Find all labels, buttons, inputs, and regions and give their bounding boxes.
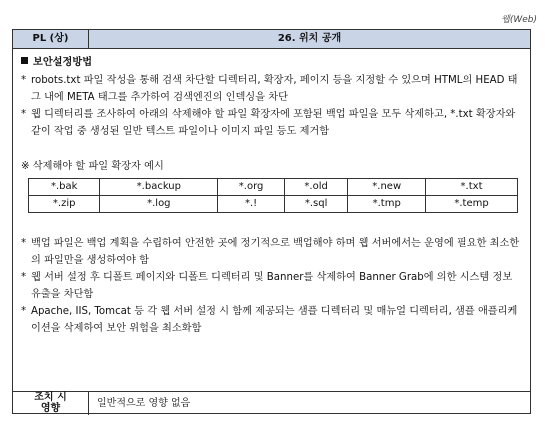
table-cell: *.temp xyxy=(426,196,518,213)
table-cell: *.tmp xyxy=(348,196,426,213)
card-content xyxy=(13,49,530,391)
bullet-item: * 웹 서버 설정 후 디폴트 페이지와 디폴트 디렉터리 및 Banner를 삭제하여 Banner Grab에 의한 시스템 정보 유출을 차단함 xyxy=(21,272,513,300)
table-cell: *.org xyxy=(218,179,285,196)
lower-bullets xyxy=(21,235,520,337)
table-cell: *.log xyxy=(100,196,218,213)
item-title: 26. 위치 공개 xyxy=(277,33,342,44)
importance-level: PL (상) xyxy=(13,30,89,48)
table-cell: *.! xyxy=(218,196,285,213)
bullet-item: * Apache, IIS, Tomcat 등 각 웹 서버 설정 시 함께 제공되는 샘플 디렉터리 및 매뉴얼 디렉터리, 샘플 애플리케이션을 삭제하여 보안 위험을 최소화함 xyxy=(21,306,518,334)
table-row xyxy=(29,196,518,213)
table-cell: *.txt xyxy=(426,179,518,196)
impact-label: 조치 시 영향 xyxy=(13,392,89,415)
table-row xyxy=(29,179,518,196)
square-bullet-icon xyxy=(21,57,28,64)
table-cell: *.sql xyxy=(284,196,348,213)
impact-value: 일반적으로 영향 없음 xyxy=(97,398,191,409)
extension-table xyxy=(28,178,518,213)
section-title: 보안설정방법 xyxy=(21,54,520,71)
bullet-item: * robots.txt 파일 작성을 통해 검색 차단할 디렉터리, 확장자, 페이지 등을 지정할 수 있으며 HTML의 HEAD 태그 내에 META 태그를 추가하여 검색엔진의 인덱싱을 차단 xyxy=(21,75,518,103)
table-cell: *.new xyxy=(348,179,426,196)
bullet-item: * 백업 파일은 백업 계획을 수립하여 안전한 곳에 정기적으로 백업해야 하며 웹 서버에서는 운영에 필요한 최소한의 파일만을 생성하여야 함 xyxy=(21,238,520,266)
table-cell: *.old xyxy=(284,179,348,196)
table-cell: *.zip xyxy=(29,196,100,213)
guideline-card xyxy=(12,29,531,414)
impact-row xyxy=(13,391,530,415)
web-category-tag: 웹(Web) xyxy=(501,15,537,25)
example-label: ※ 삭제해야 할 파일 확장자 예시 xyxy=(21,161,164,172)
bullet-item: * 웹 디렉터리를 조사하여 아래의 삭제해야 할 파일 확장자에 포함된 백업 파일을 모두 삭제하고, *.txt 확장자와 같이 작업 중 생성된 일반 텍스트 파일이나 이미지 파일 등도 제거함 xyxy=(21,109,516,137)
table-cell: *.bak xyxy=(29,179,100,196)
card-header xyxy=(13,30,530,49)
table-cell: *.backup xyxy=(100,179,218,196)
